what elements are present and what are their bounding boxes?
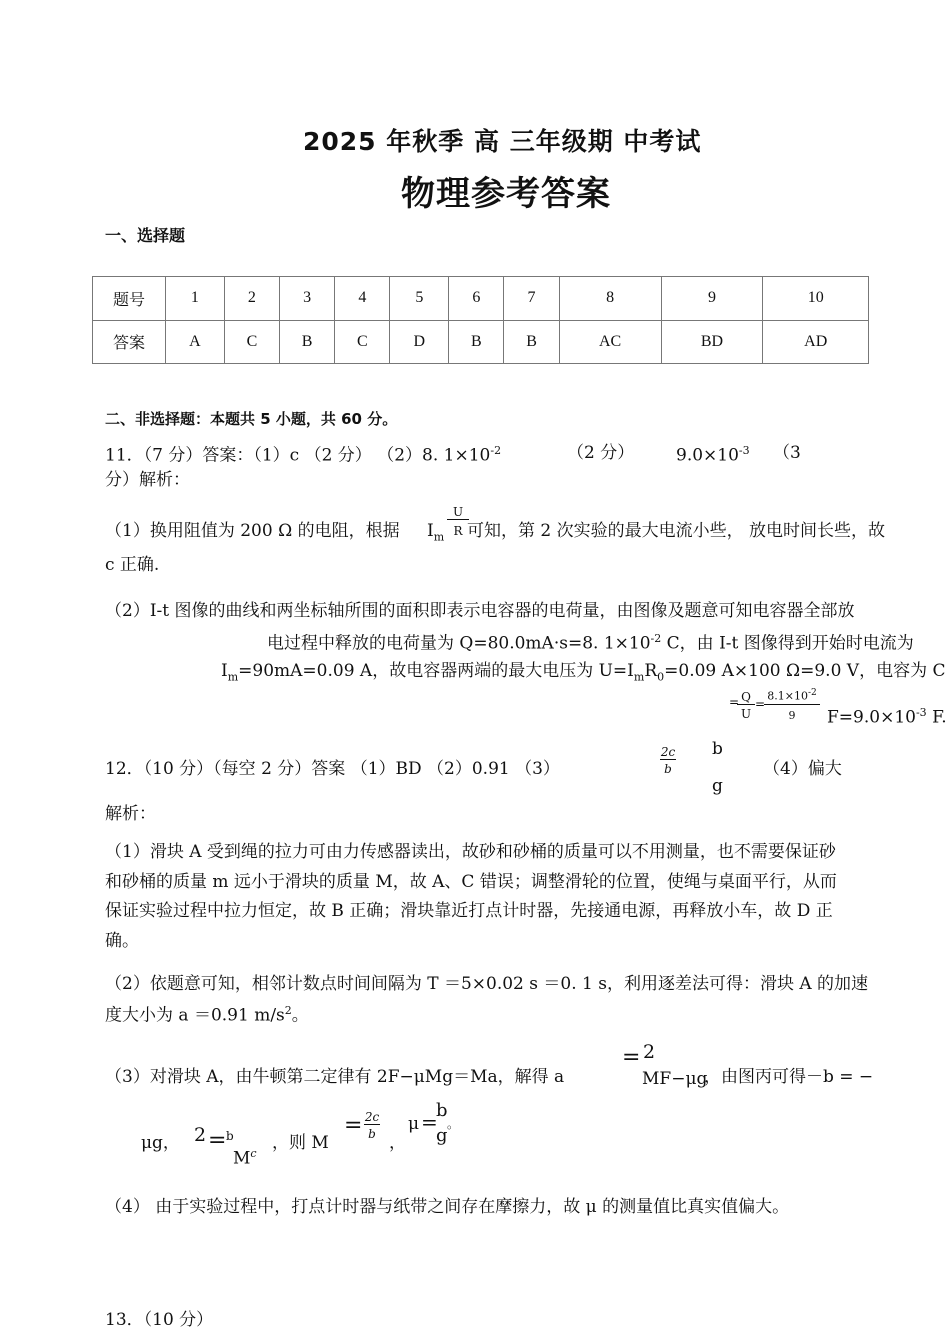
fraction-num: Q [737,690,755,705]
table-cell: 5 [390,277,449,321]
q12-head-tail: （4）偏大 [763,759,842,779]
table-cell: 7 [504,277,559,321]
q12-p3-c-num: 2 [194,1124,207,1146]
q12-p3-comma: ， [389,1133,406,1153]
table-cell: 4 [335,277,390,321]
fraction-den: U [740,707,752,721]
q11-p1-i: I [427,521,434,541]
table-cell: B [449,320,504,364]
table-row-answers [93,320,869,364]
q12-p3-c-eq2: = [344,1113,363,1138]
q12-head-b: b [712,739,723,759]
q12-p3-c-eq: = [208,1128,227,1153]
section-title-choice: 一、选择题 [105,226,186,245]
q11-p2-c-r: R [644,661,658,681]
q11-p2-d-tail-exp: -3 [915,706,927,719]
answer-table [92,276,869,364]
q11-exp-c: -3 [738,444,750,457]
q12-p3-frac-num: 2 [643,1041,656,1063]
q11-p2-c [221,663,946,682]
q12-p3-frac-eq: = [622,1045,641,1070]
q11-answer-2b [676,445,750,465]
q12-p3-c-den-m: M [233,1148,251,1169]
table-cell: 9 [661,277,763,321]
table-cell: 1 [166,277,225,321]
q13-header: 13．（10 分） [105,1310,214,1330]
q11-p1-fraction [447,505,469,538]
q12-p1-line4: 确。 [105,931,139,951]
q11-head-wrap: 分）解析： [105,470,190,490]
q12-p3-mu-end: 。 [447,1117,460,1131]
q11-exp-a: -2 [490,444,502,457]
q11-p2-d-eq2: = [755,697,766,711]
q11-p2-c-i: I [221,661,228,681]
table-cell: AC [559,320,661,364]
q12-head-fraction [660,745,676,776]
q11-p2-b [267,633,914,653]
q12-p4: （4） 由于实验过程中，打点计时器与纸带之间存在摩擦力，故 μ 的测量值比真实值偏大。 [105,1197,790,1217]
q12-p1-line3: 保证实验过程中拉力恒定，故 B 正确；滑块靠近打点计时器，先接通电源，再释放小车，故 D 正 [105,901,833,921]
table-cell: C [224,320,279,364]
q11-p2-d-tail-text: F=9.0×10 [827,707,916,728]
fraction-den: b [368,1127,376,1141]
table-cell: 2 [224,277,279,321]
q12-p2-exp: 2 [284,1004,292,1017]
q11-p1-b: 可知，第 2 次实验的最大电流小些， 放电时间长些，故 [467,521,886,541]
q11-p2-c-sub2: m [633,670,645,684]
table-cell: 6 [449,277,504,321]
q12-p3-frac-den: MF−μg [642,1069,708,1089]
table-row-numbers [93,277,869,321]
q11-p1-a: （1）换用阻值为 200 Ω 的电阻，根据 [105,521,400,541]
table-cell: C [335,320,390,364]
q12-p3-mu: μ [408,1114,420,1134]
q12-p3-b: ，由图丙可得－b = − [704,1067,874,1087]
q11-header [105,445,501,465]
q12-p3-mu-den: g [436,1125,448,1146]
fraction-den: R [453,524,463,538]
q11-p2-c-text: =90mA=0.09 A，故电容器两端的最大电压为 U=I [238,661,634,681]
q11-head-c: 9.0×10 [676,445,739,466]
table-cell: 8 [559,277,661,321]
fraction-num [764,686,820,705]
q11-p2-b-tail: C，由 I-t 图像得到开始时电流为 [661,633,914,654]
fraction-num-exp: -2 [807,688,817,698]
q12-p3-c-den [233,1148,257,1168]
q11-p1-c: c 正确. [105,555,160,575]
q11-p2-d-frac1 [737,690,755,721]
q12-p3-c-den-sup: c [250,1147,257,1160]
q12-p3-mu-num: b [436,1100,448,1121]
q12-p3-c: μg， [141,1133,180,1153]
table-cell: 10 [763,277,869,321]
q11-score-3: （3 [773,443,801,463]
q12-p3-mu-eq: = [421,1110,438,1134]
q11-p2-c-tail: =0.09 A×100 Ω=9.0 V，电容为 C [664,661,946,681]
fraction-num: 2c [364,1110,380,1124]
q12-header: 12．（10 分）（每空 2 分）答案 （1）BD （2）0.91 （3） [105,759,560,779]
fraction-den: b [664,762,672,776]
q11-p2-a: （2）I-t 图像的曲线和两坐标轴所围的面积即表示电容器的电荷量，由图像及题意可知电容器全部放 [105,601,855,621]
q11-p2-d-tail [827,707,947,727]
row-label: 答案 [93,320,166,364]
q12-p2-text: 度大小为 a ＝0.91 m/s [105,1005,285,1026]
q12-p1-line2: 和砂桶的质量 m 远小于滑块的质量 M，故 A、C 错误；调整滑轮的位置，使绳与桌面平行，从而 [105,872,837,892]
fraction-num: 2c [660,745,676,759]
table-cell: BD [661,320,763,364]
q11-p2-d-tail-end: F. [926,707,947,728]
q11-p2-d-frac2 [764,686,820,723]
table-cell: B [504,320,559,364]
fraction-den: 9 [788,708,796,722]
q11-p1-im [427,523,444,542]
q11-p2-b-text: 电过程中释放的电荷量为 Q=80.0mA·s=8. 1×10 [267,633,651,654]
q11-head-a: 11．（7 分）答案：（1）c （2 分） （2）8. 1×10 [105,445,491,466]
q12-head-g: g [712,776,723,796]
q12-p1-line1: （1）滑块 A 受到绳的拉力可由力传感器读出，故砂和砂桶的质量可以不用测量，也不需要保证砂 [105,842,836,862]
q12-analysis-label: 解析： [105,804,156,824]
q12-p2-line2 [105,1005,309,1025]
q11-p2-c-sub: m [227,670,239,684]
page-title: 物理参考答案 [401,174,611,214]
q12-p3-c2: ，则 M [272,1133,329,1153]
q11-score-2: （2 分） [567,443,635,463]
fraction-num-text: 8.1×10 [767,689,808,703]
q12-p2-line1: （2）依题意可知，相邻计数点时间间隔为 T ＝5×0.02 s ＝0. 1 s，利用逐差法可得：滑块 A 的加速 [105,974,869,994]
q12-p3-c-b: b [226,1129,234,1143]
q11-p2-b-exp: -2 [650,632,662,645]
q11-p2-d-eq: = [729,695,740,709]
fraction-num: U [447,505,469,520]
q11-p2-c-sub3: 0 [657,670,665,684]
exam-title: 2025 年秋季 高 三年级期 中考试 [303,127,702,156]
table-cell: 3 [280,277,335,321]
q11-p1-m: m [433,530,445,544]
q12-p3-m-fraction [364,1110,380,1141]
q12-p2-end: 。 [291,1005,309,1026]
section-title-nonchoice: 二、非选择题：本题共 5 小题，共 60 分。 [105,410,398,428]
table-cell: D [390,320,449,364]
row-label: 题号 [93,277,166,321]
table-cell: AD [763,320,869,364]
table-cell: A [166,320,225,364]
q12-p3-a: （3）对滑块 A，由牛顿第二定律有 2F−μMg＝Ma，解得 a [105,1067,565,1087]
table-cell: B [280,320,335,364]
